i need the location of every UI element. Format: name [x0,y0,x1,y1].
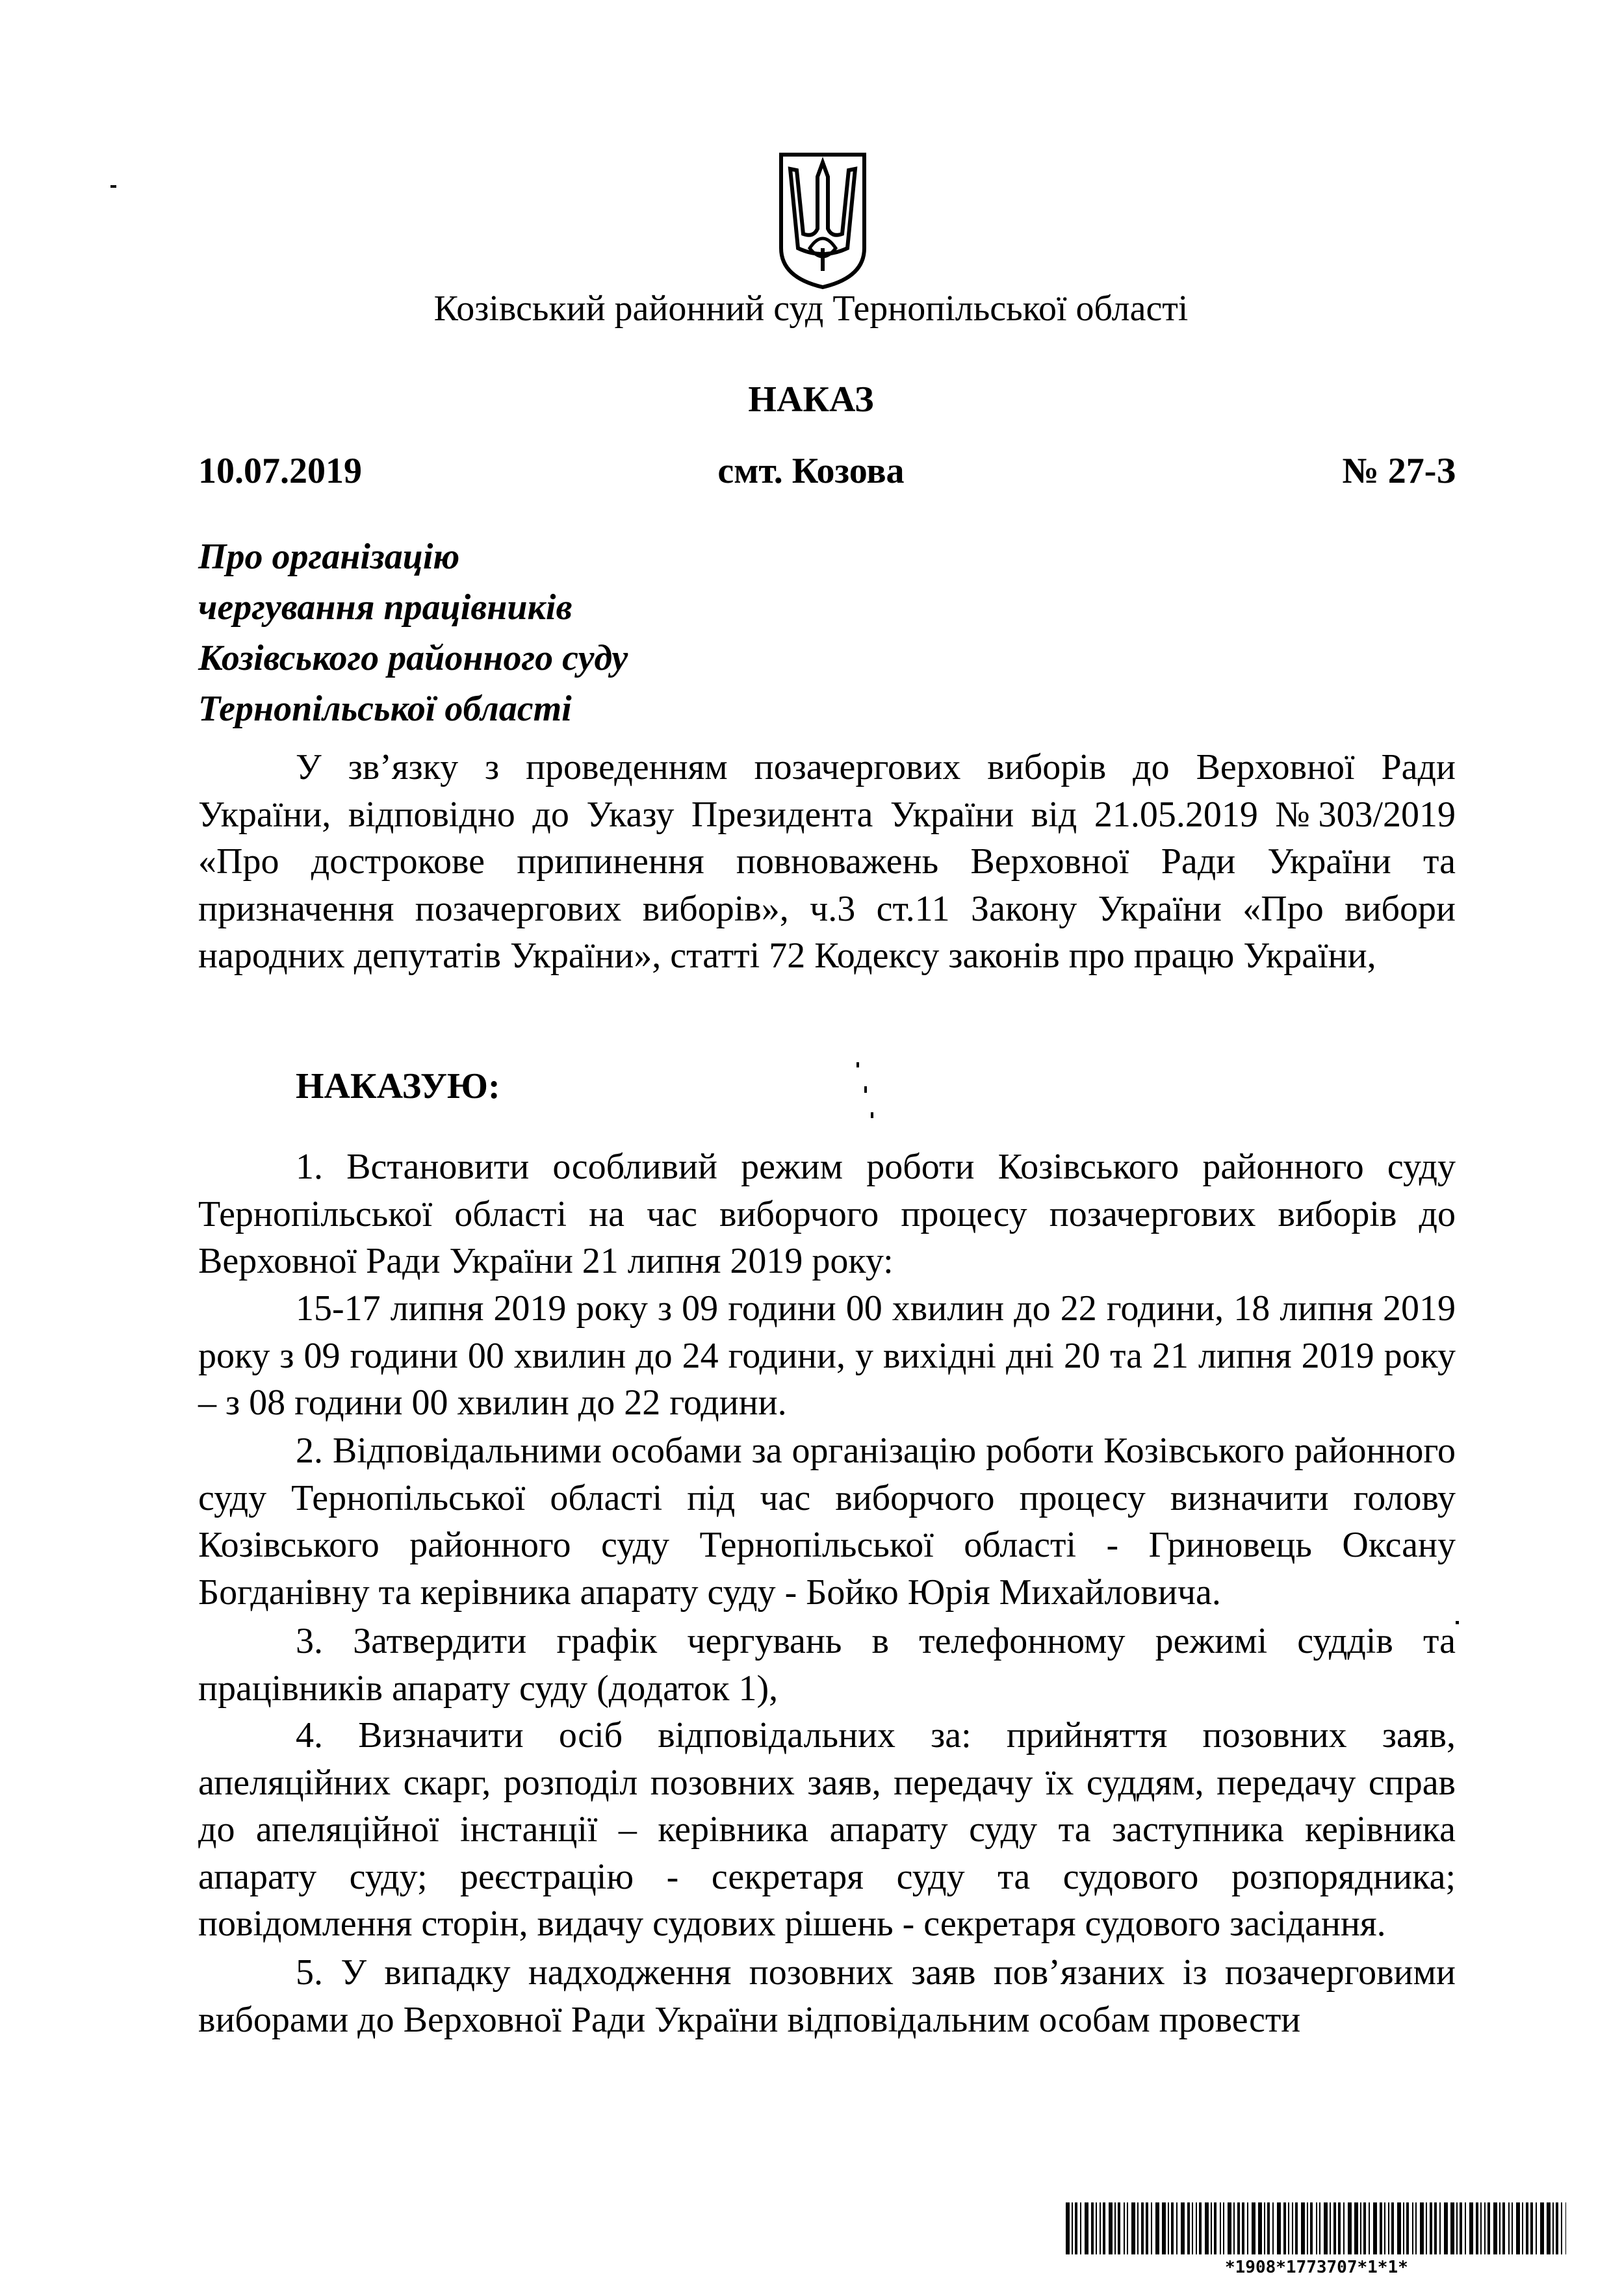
order-item-4: 4. Визначити осіб відповідальних за: прийняття позовних заяв, апеляційних скарг, розподіл позовних заяв, передачу їх суддям, передачу справ до апеляційної інстанції – керівника апарату суду та заступника керівника апарату суду; реєстрацію - секретаря суду та судового розпорядника; повідомлення сторін, видачу судових рішень - секретаря судового засідання. [198,1715,1456,1944]
subject-line: Козівського районного суду [198,638,628,678]
scan-speck [1456,1621,1459,1624]
subject-line: чергування працівників [198,587,573,628]
trident-coat-of-arms-icon [777,151,868,290]
order-item-1: 1. Встановити особливий режим роботи Козівського районного суду Тернопільської області на час виборчого процесу позачергових виборів до Верховної Ради України 21 липня 2019 року: [198,1147,1456,1281]
court-name: Козівський районний суд Тернопільської області [433,288,1189,329]
barcode-number: *1908*1773707*1*1* [1225,2258,1408,2277]
orders-heading: НАКАЗУЮ: [296,1066,500,1106]
order-item-3: 3. Затвердити графік чергувань в телефонному режимі суддів та працівників апарату суду (додаток 1), [198,1621,1456,1709]
scan-speck [864,1086,867,1093]
document-type-title: НАКАЗ [748,379,874,420]
order-place: смт. Козова [717,451,905,491]
scan-speck [871,1112,873,1118]
barcode-icon [1066,2202,1566,2254]
order-item-5: 5. У випадку надходження позовних заяв пов’язаних із позачерговими виборами до Верховної Ради України відповідальним особам провести [198,1952,1456,2040]
order-subject [198,531,978,734]
order-item-2: 2. Відповідальними особами за організацію роботи Козівського районного суду Тернопільської області під час виборчого процесу визначити голову Козівського районного суду Тернопільської області - Гриновець Оксану Богданівну та керівника апарату суду - Бойко Юрія Михайловича. [198,1431,1456,1613]
order-item-1-schedule: 15-17 липня 2019 року з 09 години 00 хвилин до 22 години, 18 липня 2019 року з 09 години 00 хвилин до 24 години, у вихідні дні 20 та 21 липня 2019 року – з 08 години 00 хвилин до 22 години. [198,1288,1456,1423]
scan-speck [110,185,116,188]
order-date: 10.07.2019 [198,451,362,491]
preamble-paragraph: У зв’язку з проведенням позачергових виборів до Верховної Ради України, відповідно до Указу Президента України від 21.05.2019 №303/2019 «Про дострокове припинення повноважень Верховної Ради України та призначення позачергових виборів», ч.3 ст.11 Закону України «Про вибори народних депутатів України», статті 72 Кодексу законів про працю України, [198,747,1456,976]
order-number: № 27-З [1342,451,1456,491]
subject-line: Тернопільської області [198,689,572,729]
subject-line: Про організацію [198,537,460,577]
scan-speck [856,1062,859,1067]
